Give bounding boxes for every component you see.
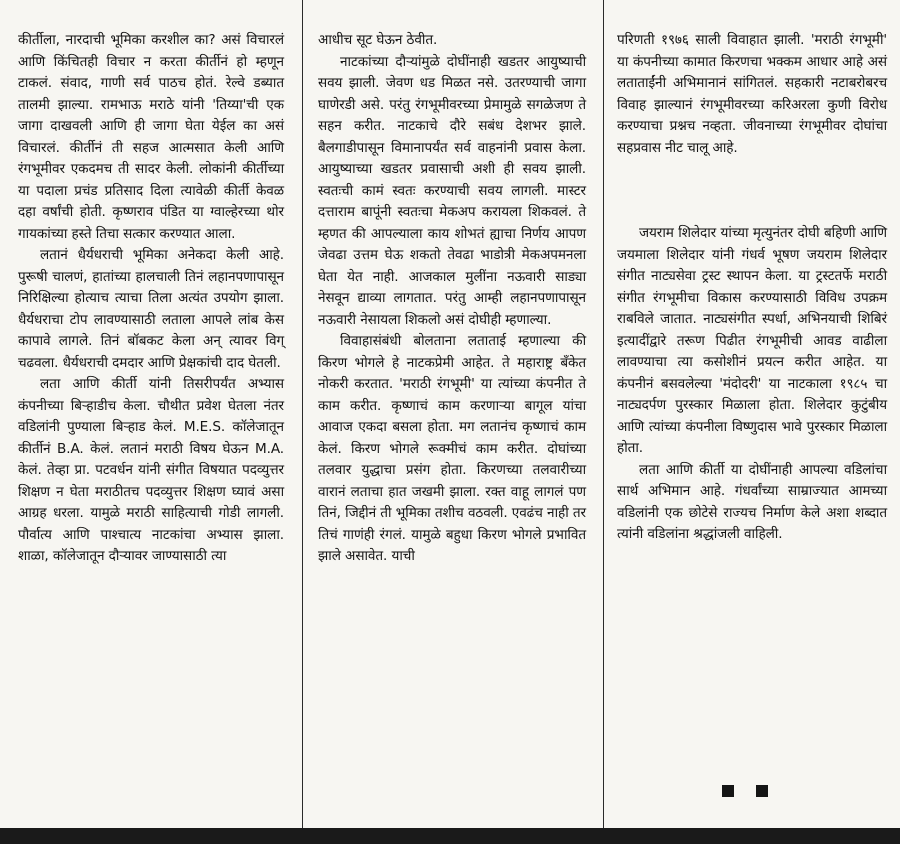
- paragraph: लतानं धैर्यधराची भूमिका अनेकदा केली आहे. पुरूषी चालणं, हातांच्या हालचाली तिनं लहानपणापासून निरिक्षिल्या होत्याच त्याचा तिला अत्यंत उपयोग झाला. धैर्यधराचा टोप लावण्यासाठी लताला आपले लांब केस कापावे लागले. तिनं बॉबकट केला अन् त्यावर विग् चढवला. धैर्यधराची दमदार आणि प्रेक्षकांची दाद घेतली.: [18, 247, 284, 371]
- paragraph: जयराम शिलेदार यांच्या मृत्युनंतर दोघी बहिणी आणि जयमाला शिलेदार यांनी गंधर्व भूषण जयराम शिलेदार संगीत नाट्यसेवा ट्रस्ट स्थापन केला. या ट्रस्टतर्फे मराठी संगीत रंगभूमीचा विकास करण्यासाठी विविध उपक्रम राबविले जातात. नाट्यसंगीत स्पर्धा, अभिनयाची शिबिरं इत्यादींद्वारे तरूण पिढीत रंगभूमीची आवड वाढीला लावण्याचा त्या कसोशीनं प्रयत्न करीत आहेत. या कंपनीनं बसवलेल्या 'मंदोदरी' या नाटकाला १९८५ चा नाट्यदर्पण पुरस्कार मिळाला होता. शिलेदार कुटुंबीय आणि त्यांच्या कंपनीला विष्णुदास भावे पुरस्कार मिळाला होता.: [617, 225, 887, 456]
- article-column-3: [617, 30, 887, 546]
- paragraph: कीर्तीला, नारदाची भूमिका करशील का? असं विचारलं आणि किंचितही विचार न करता कीर्तीनं हो म्हणून टाकलं. संवाद, गाणी सर्व पाठच होतं. रेल्वे डब्यात तालमी झाल्या. रामभाऊ मराठे यांनी 'तिय्या'ची एक जागा दाखवली आणि ही जागा घेता येईल का असं विचारलं. कीर्तीनं ती सहज आत्मसात केली आणि रंगभूमीवर एकदमच ती सादर केली. लोकांनी कीर्तीच्या या पदाला प्रचंड प्रतिसाद दिला त्यावेळी कीर्ती केवळ दहा वर्षांची होती. कृष्णराव पंडित या ग्वाल्हेरच्या थोर गायकांच्या हस्ते तिचा सत्कार करण्यात आला.: [18, 32, 284, 242]
- end-of-article-mark: [722, 785, 734, 797]
- end-of-article-mark: [756, 785, 768, 797]
- article-column-1: [18, 30, 284, 568]
- paragraph: आधीच सूट घेऊन ठेवीत.: [318, 32, 438, 48]
- paragraph: विवाहासंबंधी बोलताना लताताई म्हणाल्या की किरण भोगले हे नाटकप्रेमी आहेत. ते महाराष्ट्र बँकेत नोकरी करतात. 'मराठी रंगभूमी' या त्यांच्या कंपनीत ते काम करीत. कृष्णाचं काम करणाऱ्या बागूल यांचा आवाज एकदा बसला होता. मग लतानंच कृष्णाचं काम केलं. किरण भोगले रूक्मीचं काम करीत. दोघांच्या तलवार युद्धाचा प्रसंग होता. किरणच्या तलवारीच्या वारानं लताचा हात जखमी झाला. रक्त वाहू लागलं पण तिनं, जिद्दीनं ती भूमिका तशीच वठवली. एवढंच नाही तर तिचं गाणंही रंगलं. यामुळे बहुधा किरण भोगले प्रभावित झाले असावेत. याची: [318, 333, 586, 564]
- paragraph: नाटकांच्या दौऱ्यांमुळे दोघींनाही खडतर आयुष्याची सवय झाली. जेवण धड मिळत नसे. उतरण्याची जागा घाणेरडी असे. परंतु रंगभूमीवरच्या प्रेमामुळे सगळेजण ते सहन करीत. नाटकाचे दौरे सबंध देशभर झाले. बैलगाडीपासून विमानापर्यंत सर्व वाहनांनी प्रवास केला. आयुष्याच्या खडतर प्रवासाची अशी ही सवय झाली. स्वतःची कामं स्वतः करण्याची सवय लागली. मास्टर दत्ताराम बापूंनी स्वतःचा मेकअप करायला शिकवलं. ते म्हणत की आपल्याला काय शोभतं ह्याचा निर्णय आपण जेवढा उत्तम घेऊ शकतो तेवढा भाडोत्री मेकअपमनला घेता येत नाही. आजकाल मुलींना नऊवारी साड्या नेसवून द्याव्या लागतात. परंतु आम्ही लहानपणापासून नऊवारी नेसायला शिकलो असं दोघीही म्हणाल्या.: [318, 53, 586, 328]
- page-bottom-bar: [0, 828, 900, 844]
- article-column-2: [318, 30, 586, 568]
- paragraph: परिणती १९७६ साली विवाहात झाली. 'मराठी रंगभूमी' या कंपनीच्या कामात किरणचा भक्कम आधार आहे असं लताताईंनी अभिमानानं सांगितलं. सहकारी नटाबरोबरच विवाह झाल्यानं रंगभूमीवरच्या करिअरला कुणी विरोध करण्याचा प्रश्नच नव्हता. जीवनाच्या रंगभूमीवर दोघांचा सहप्रवास नीट चालू आहे.: [617, 32, 887, 156]
- column-divider: [603, 0, 604, 828]
- paragraph-gap: [617, 159, 887, 223]
- paragraph: लता आणि कीर्ती यांनी तिसरीपर्यंत अभ्यास कंपनीच्या बिऱ्हाडीच केला. चौथीत प्रवेश घेतला नंतर वडिलांनी पुण्याला बिऱ्हाड केलं. M.E.S. कॉलेजातून कीर्तीनं B.A. केलं. लतानं मराठी विषय घेऊन M.A. केलं. तेव्हा प्रा. पटवर्धन यांनी संगीत विषयात पदव्युत्तर शिक्षण न घेता मराठीतच पदव्युत्तर शिक्षण घ्यावं असा आग्रह धरला. यामुळे मराठी साहित्याची गोडी लागली. पौर्वात्य आणि पाश्चात्य नाटकांचा अभ्यास झाला. शाळा, कॉलेजातून दौऱ्यावर जाण्यासाठी त्या: [18, 376, 284, 564]
- column-divider: [302, 0, 303, 828]
- paragraph: लता आणि कीर्ती या दोघींनाही आपल्या वडिलांचा सार्थ अभिमान आहे. गंधर्वांच्या साम्राज्यात आमच्या वडिलांनी एक छोटेसे राज्यच निर्माण केले अशा शब्दात त्यांनी वडिलांना श्रद्धांजली वाहिली.: [617, 461, 887, 542]
